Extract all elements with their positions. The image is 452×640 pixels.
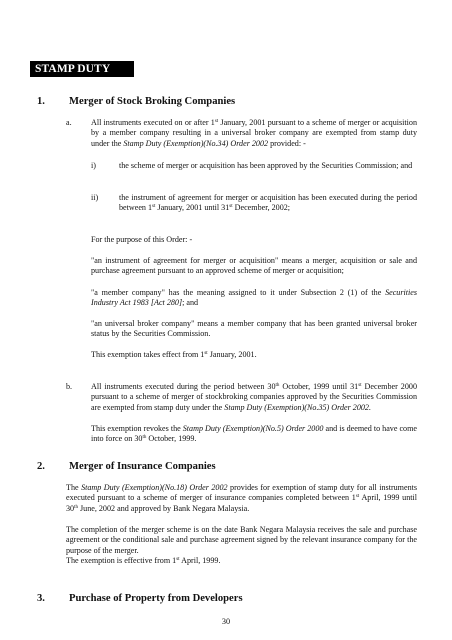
- item-b-label: b.: [66, 382, 73, 391]
- section-2-number: 2.: [37, 461, 45, 472]
- definition-member-company: "a member company" has the meaning assigned to it under Subsection 2 (1) of the Securities Industry Act 1983 [Act 280]; and: [91, 288, 417, 308]
- definition-merger-agreement: "an instrument of agreement for merger or acquisition" means a merger, acquisition or sale and purchase agreement pursuant to an approved scheme of merger or acquisition;: [91, 256, 417, 276]
- definition-universal-broker: "an universal broker company" means a member company that has been granted universal broker status by the Securities Commission.: [91, 319, 417, 339]
- section-1-title: Merger of Stock Broking Companies: [69, 96, 236, 107]
- section-2-paragraph-1: The Stamp Duty (Exemption)(No.18) Order 2002 provides for exemption of stamp duty for all instruments executed pursuant to a scheme of merger of insurance companies completed between 1st April, 1999 until 30th June, 2002 and approved by Bank Negara Malaysia.: [66, 483, 418, 513]
- section-3-title: Purchase of Property from Developers: [69, 593, 243, 604]
- purpose-line: For the purpose of this Order: -: [91, 235, 193, 244]
- subitem-i-label: i): [91, 161, 96, 170]
- effect-line: This exemption takes effect from 1st January, 2001.: [91, 350, 257, 359]
- section-3-number: 3.: [37, 593, 45, 604]
- section-banner: STAMP DUTY: [30, 61, 134, 77]
- item-a-label: a.: [66, 118, 72, 127]
- page-number: 30: [221, 617, 231, 626]
- item-a-paragraph: All instruments executed on or after 1st January, 2001 pursuant to a scheme of merger or acquisition by a member company resulting in a universal broker company are exempted from stamp duty under the Stamp Duty (Exemption)(No.34) Order 2002 provided: -: [91, 118, 417, 148]
- section-2-paragraph-2: The completion of the merger scheme is on the date Bank Negara Malaysia receives the sale and purchase agreement or the conditional sale and purchase agreement signed by the relevant insurance company for the purpose of the merger.: [66, 525, 417, 555]
- item-b-paragraph: All instruments executed during the period between 30th October, 1999 until 31st December 2000 pursuant to a scheme of merger of stockbroking companies approved by the Securities Commission are exempted from stamp duty under the Stamp Duty (Exemption)(No.35) Order 2002.: [91, 382, 417, 412]
- item-b-revocation: This exemption revokes the Stamp Duty (Exemption)(No.5) Order 2000 and is deemed to have come into force on 30th October, 1999.: [91, 424, 417, 444]
- subitem-ii-label: ii): [91, 193, 99, 202]
- subitem-ii-text: the instrument of agreement for merger or acquisition has been executed during the period between 1st January, 2001 until 31st December, 2002;: [119, 193, 417, 213]
- section-2-title: Merger of Insurance Companies: [69, 461, 216, 472]
- section-1-number: 1.: [37, 96, 45, 107]
- section-2-paragraph-3: The exemption is effective from 1st April, 1999.: [66, 556, 221, 565]
- subitem-i-text: the scheme of merger or acquisition has been approved by the Securities Commission; and: [119, 161, 413, 170]
